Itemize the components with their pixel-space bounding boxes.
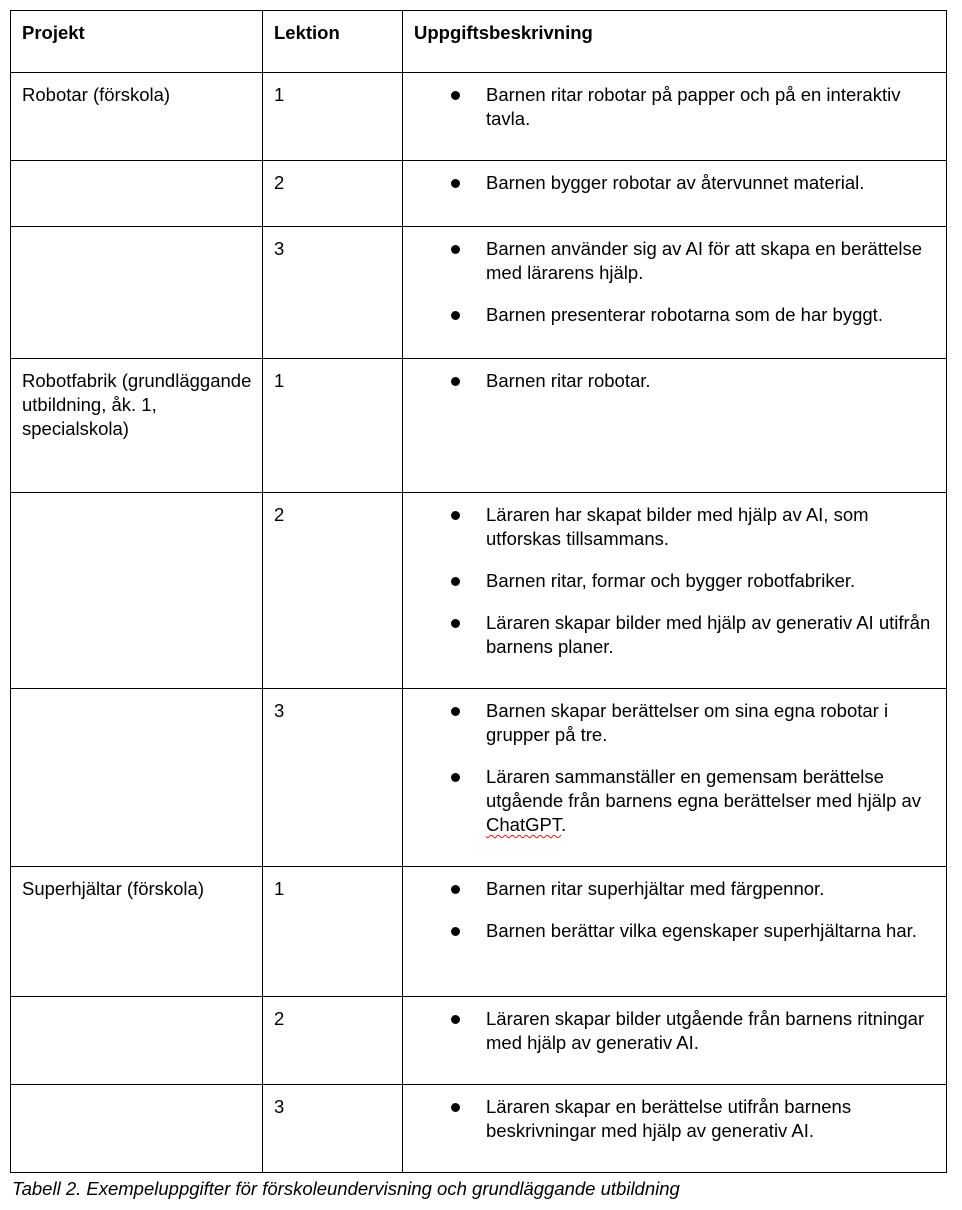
bullet-icon — [451, 511, 460, 520]
header-lesson: Lektion — [263, 11, 403, 73]
task-list — [414, 1095, 936, 1143]
task-text: Läraren sammanställer en gemensam berättelse utgående från barnens egna berättelser med hjälp av ChatGPT. — [486, 766, 922, 835]
table-row — [11, 867, 947, 997]
task-text: Läraren skapar en berättelse utifrån barnens beskrivningar med hjälp av generativ AI. — [486, 1096, 852, 1141]
task-item — [414, 611, 936, 659]
task-item — [414, 919, 936, 943]
task-text: Barnen ritar robotar på papper och på en interaktiv tavla. — [486, 84, 901, 129]
project-cell — [11, 1085, 263, 1173]
task-text: Barnen använder sig av AI för att skapa en berättelse med lärarens hjälp. — [486, 238, 923, 283]
description-cell — [403, 227, 947, 359]
bullet-icon — [451, 1015, 460, 1024]
task-list — [414, 171, 936, 195]
table-row — [11, 689, 947, 867]
task-list — [414, 699, 936, 837]
task-text: Läraren skapar bilder utgående från barnens ritningar med hjälp av generativ AI. — [486, 1008, 925, 1053]
task-text: Läraren har skapat bilder med hjälp av AI, som utforskas tillsammans. — [486, 504, 869, 549]
table-body — [11, 73, 947, 1173]
bullet-icon — [451, 179, 460, 188]
task-item — [414, 369, 936, 393]
project-cell: Superhjältar (förskola) — [11, 867, 263, 997]
description-cell — [403, 73, 947, 161]
lesson-cell: 2 — [263, 493, 403, 689]
tasks-table — [10, 10, 947, 1173]
task-item — [414, 569, 936, 593]
description-cell — [403, 867, 947, 997]
bullet-icon — [451, 885, 460, 894]
task-item — [414, 699, 936, 747]
project-cell — [11, 493, 263, 689]
bullet-icon — [451, 245, 460, 254]
task-item — [414, 1095, 936, 1143]
task-item — [414, 237, 936, 285]
project-cell — [11, 227, 263, 359]
task-item — [414, 171, 936, 195]
project-cell — [11, 161, 263, 227]
task-item — [414, 83, 936, 131]
task-text: Läraren skapar bilder med hjälp av generativ AI utifrån barnens planer. — [486, 612, 931, 657]
bullet-icon — [451, 773, 460, 782]
bullet-icon — [451, 707, 460, 716]
task-item — [414, 877, 936, 901]
lesson-cell: 2 — [263, 161, 403, 227]
table-row — [11, 359, 947, 493]
task-item — [414, 1007, 936, 1055]
bullet-icon — [451, 1103, 460, 1112]
task-list — [414, 369, 936, 393]
description-cell — [403, 359, 947, 493]
table-row — [11, 1085, 947, 1173]
table-caption: Tabell 2. Exempeluppgifter för förskoleundervisning och grundläggande utbildning — [12, 1178, 680, 1199]
spellcheck-underline: ChatGPT — [486, 814, 562, 835]
lesson-cell: 3 — [263, 1085, 403, 1173]
project-cell — [11, 997, 263, 1085]
task-list — [414, 877, 936, 943]
task-list — [414, 1007, 936, 1055]
project-cell: Robotfabrik (grundläggande utbildning, åk. 1, specialskola) — [11, 359, 263, 493]
lesson-cell: 2 — [263, 997, 403, 1085]
task-item — [414, 303, 936, 327]
task-item — [414, 503, 936, 551]
task-text: Barnen bygger robotar av återvunnet material. — [486, 172, 865, 193]
lesson-cell: 3 — [263, 227, 403, 359]
task-list — [414, 237, 936, 327]
description-cell — [403, 997, 947, 1085]
project-cell: Robotar (förskola) — [11, 73, 263, 161]
bullet-icon — [451, 619, 460, 628]
table-row — [11, 493, 947, 689]
bullet-icon — [451, 377, 460, 386]
lesson-cell: 1 — [263, 867, 403, 997]
description-cell — [403, 161, 947, 227]
table-header-row — [11, 11, 947, 73]
table-row — [11, 161, 947, 227]
task-text: Barnen berättar vilka egenskaper superhjältarna har. — [486, 920, 917, 941]
description-cell — [403, 689, 947, 867]
bullet-icon — [451, 91, 460, 100]
header-description: Uppgiftsbeskrivning — [403, 11, 947, 73]
task-text: Barnen ritar superhjältar med färgpennor. — [486, 878, 825, 899]
header-project: Projekt — [11, 11, 263, 73]
task-list — [414, 503, 936, 659]
bullet-icon — [451, 311, 460, 320]
project-cell — [11, 689, 263, 867]
table-row — [11, 73, 947, 161]
bullet-icon — [451, 927, 460, 936]
task-text: Barnen presenterar robotarna som de har byggt. — [486, 304, 883, 325]
table-row — [11, 997, 947, 1085]
task-item — [414, 765, 936, 837]
lesson-cell: 1 — [263, 73, 403, 161]
table-row — [11, 227, 947, 359]
task-text: Barnen ritar, formar och bygger robotfabriker. — [486, 570, 856, 591]
description-cell — [403, 493, 947, 689]
description-cell — [403, 1085, 947, 1173]
task-text: Barnen ritar robotar. — [486, 370, 651, 391]
lesson-cell: 3 — [263, 689, 403, 867]
lesson-cell: 1 — [263, 359, 403, 493]
bullet-icon — [451, 577, 460, 586]
task-text: Barnen skapar berättelser om sina egna robotar i grupper på tre. — [486, 700, 889, 745]
task-list — [414, 83, 936, 131]
